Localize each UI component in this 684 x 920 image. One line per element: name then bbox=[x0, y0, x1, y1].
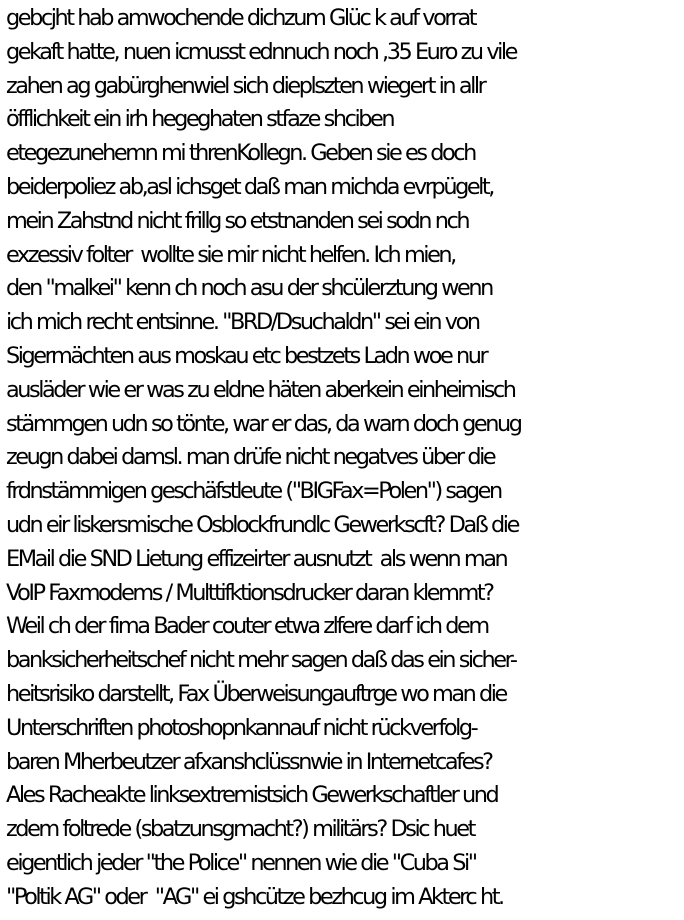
text-line: stämmgen udn so tönte, war er das, da warn doch genug bbox=[6, 410, 521, 437]
text-line: gebcjht hab amwochende dichzum Glüc k auf vorrat bbox=[6, 5, 476, 31]
text-line: ich mich recht entsinne. "BRD/Dsuchaldn" sei ein von bbox=[6, 309, 479, 336]
text-line: ausläder wie er was zu eldne häten aberkein einheimisch bbox=[6, 376, 515, 403]
text-line: Weil ch der fima Bader couter etwa zlfere darf ich dem bbox=[6, 613, 488, 640]
body-text bbox=[6, 2, 684, 915]
text-line: eigentlich jeder "the Police" nennen wie die "Cuba Si" bbox=[6, 849, 476, 876]
text-line: den "malkei" kenn ch noch asu der shcülerztung wenn bbox=[6, 275, 492, 302]
text-line: gekaft hatte, nuen icmusst ednnuch noch ,35 Euro zu vile bbox=[6, 38, 516, 65]
text-line: banksicherheitschef nicht mehr sagen daß das ein sicher- bbox=[6, 647, 516, 674]
text-line: exzessiv folter wollte sie mir nicht helfen. Ich mien, bbox=[6, 241, 455, 268]
text-line: udn eir liskersmische Osblockfrundlc Gewerkscft? Daß die bbox=[6, 511, 518, 538]
text-line: zdem foltrede (sbatzunsgmacht?) militärs? Dsic huet bbox=[6, 816, 474, 843]
text-line: Ales Racheakte linksextremistsich Gewerkschaftler und bbox=[6, 782, 498, 809]
text-line: etegezunehemn mi threnKollegn. Geben sie es doch bbox=[6, 140, 475, 167]
text-line: beiderpoliez ab,asl ichsget daß man michda evrpügelt, bbox=[6, 173, 493, 200]
text-line: "Poltik AG" oder "AG" ei gshcütze bezhcug im Akterc ht. bbox=[6, 883, 503, 910]
text-line: heitsrisiko darstellt, Fax Überweisungauftrge wo man die bbox=[6, 680, 506, 707]
text-line: Sigermächten aus moskau etc bestzets Ladn woe nur bbox=[6, 342, 487, 369]
text-line: frdnstämmigen geschäfstleute ("BIGFax=Polen") sagen bbox=[6, 478, 501, 505]
text-line: Unterschriften photoshopnkannauf nicht rückverfolg- bbox=[6, 714, 477, 741]
text-line: zeugn dabei damsl. man drüfe nicht negatves über die bbox=[6, 444, 495, 471]
text-line: öfflichkeit ein irh hegeghaten stfaze shciben bbox=[6, 106, 394, 133]
text-line: baren Mherbeutzer afxanshclüssnwie in Internetcafes? bbox=[6, 748, 492, 775]
text-line: zahen ag gabürghenwiel sich dieplszten wiegert in allr bbox=[6, 72, 485, 99]
text-line: VoIP Faxmodems / Multtifktionsdrucker daran klemmt? bbox=[6, 579, 493, 606]
text-line: mein Zahstnd nicht frillg so etstnanden sei sodn nch bbox=[6, 207, 469, 234]
text-line: EMail die SND Lietung effizeirter ausnutzt als wenn man bbox=[6, 545, 507, 572]
